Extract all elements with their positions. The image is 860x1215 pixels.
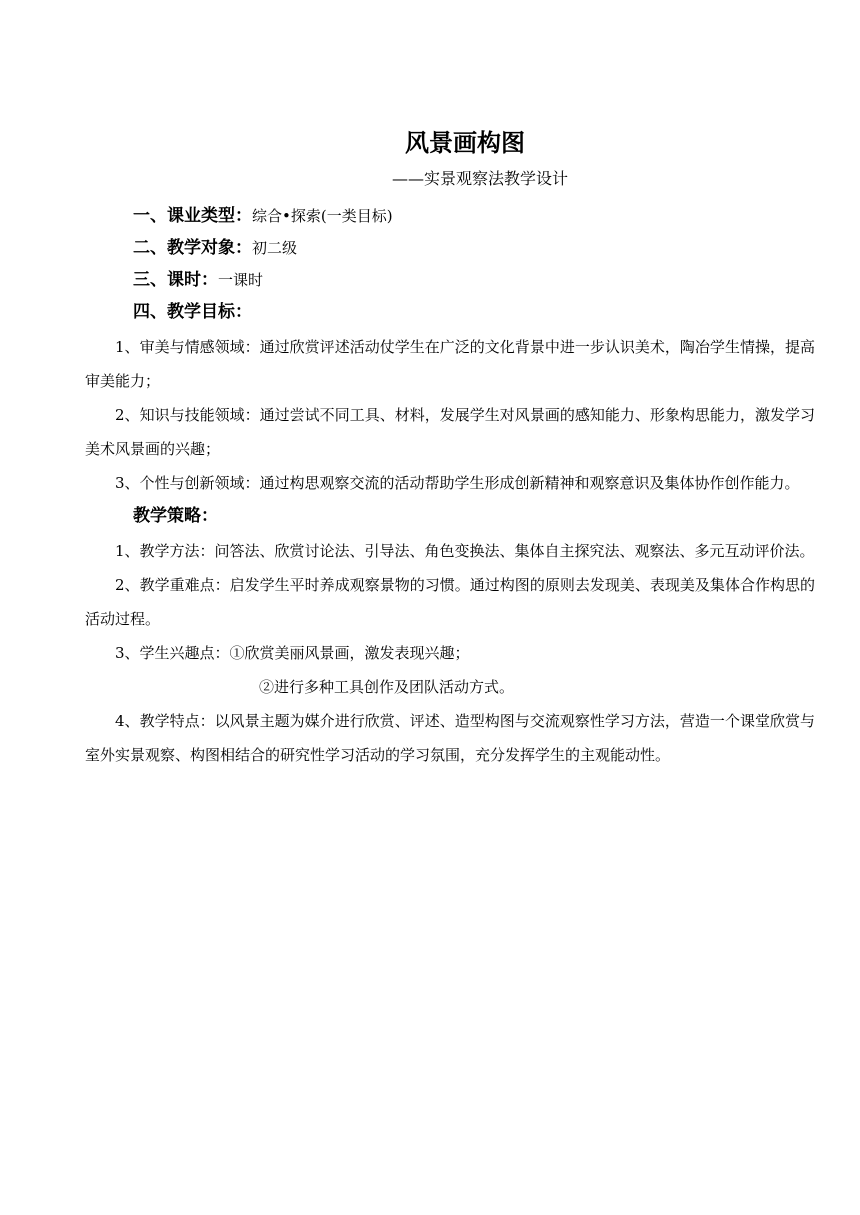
section-label: 一、课业类型： <box>133 206 252 226</box>
section-audience <box>85 232 815 264</box>
goal-paragraph-skills: 2、知识与技能领域：通过尝试不同工具、材料，发展学生对风景画的感知能力、形象构思能力，激发学习美术风景画的兴趣； <box>85 406 815 458</box>
section-label: 四、教学目标： <box>133 302 252 322</box>
section-label: 教学策略： <box>133 506 218 526</box>
strategy-feature: 4、教学特点：以风景主题为媒介进行欣赏、评述、造型构图与交流观察性学习方法，营造一个课堂欣赏与室外实景观察、构图相结合的研究性学习活动的学习氛围，充分发挥学生的主观能动性。 <box>85 712 815 764</box>
strategy-interest-1: 3、学生兴趣点：①欣赏美丽风景画，激发表现兴趣； <box>115 644 470 662</box>
goal-paragraph-creativity: 3、个性与创新领域：通过构思观察交流的活动帮助学生形成创新精神和观察意识及集体协作创作能力。 <box>115 474 800 492</box>
strategy-interest-2: ②进行多种工具创作及团队活动方式。 <box>259 678 515 696</box>
section-duration <box>85 264 815 296</box>
section-label: 二、教学对象： <box>133 238 252 258</box>
strategy-method: 1、教学方法：问答法、欣赏讨论法、引导法、角色变换法、集体自主探究法、观察法、多元互动评价法。 <box>115 542 815 560</box>
section-value: 综合•探索(一类目标) <box>252 207 393 225</box>
document-title: 风景画构图 <box>405 129 525 157</box>
section-course-type <box>85 200 815 232</box>
section-strategy <box>85 500 815 532</box>
section-value: 一课时 <box>218 271 264 289</box>
section-goals <box>85 296 815 328</box>
goal-paragraph-aesthetic: 1、审美与情感领域：通过欣赏评述活动仗学生在广泛的文化背景中进一步认识美术，陶冶学生情操，提高审美能力； <box>85 338 815 390</box>
document-subtitle: ——实景观察法教学设计 <box>391 169 568 188</box>
document-content <box>85 124 815 772</box>
section-label: 三、课时： <box>133 270 218 290</box>
section-value: 初二级 <box>252 239 298 257</box>
strategy-key-point: 2、教学重难点：启发学生平时养成观察景物的习惯。通过构图的原则去发现美、表现美及集体合作构思的活动过程。 <box>85 576 815 628</box>
